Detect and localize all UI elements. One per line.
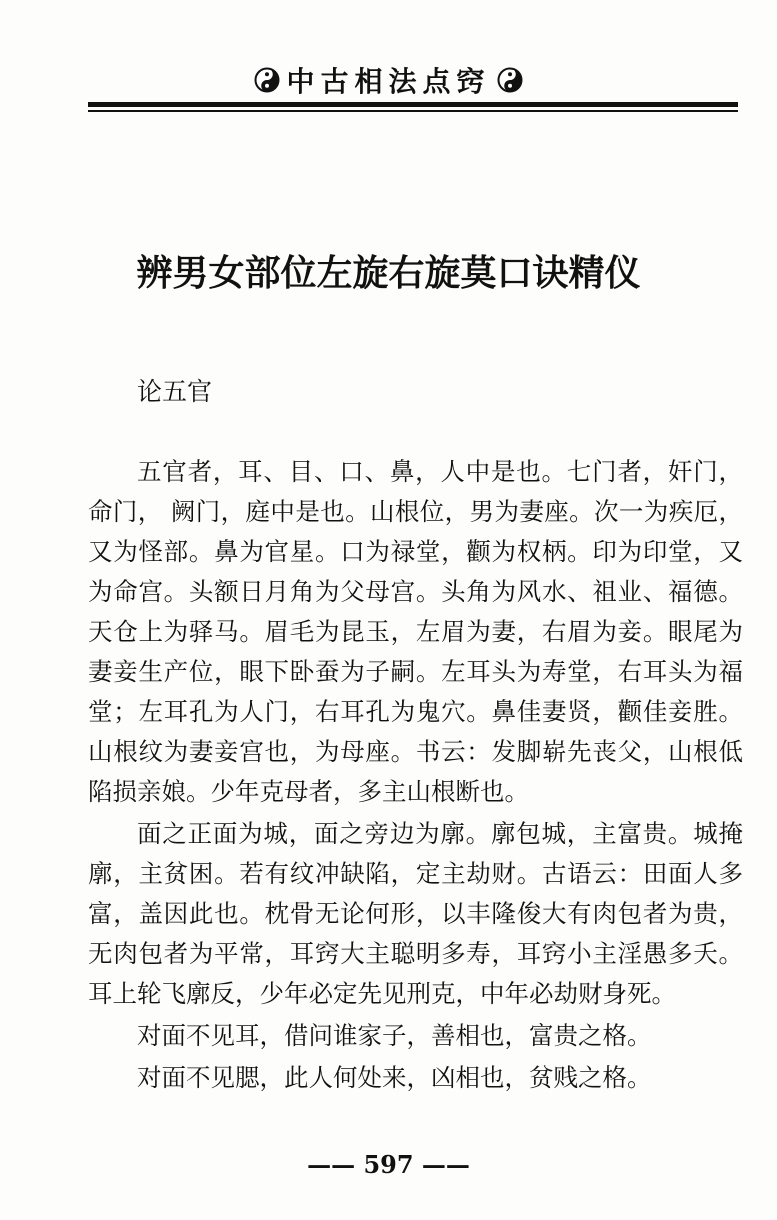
paragraph: 对面不见耳，借问谁家子，善相也，富贵之格。 (137, 1021, 652, 1050)
section-heading: 论五官 (137, 377, 213, 406)
paragraph: 对面不见腮，此人何处来，凶相也，贫贱之格。 (137, 1063, 652, 1092)
page-number-footer (0, 1150, 777, 1179)
yin-yang-icon (254, 67, 280, 93)
paragraph: 五官者，耳、目、口、鼻，人中是也。七门者，奸门，命门， 阙门，庭中是也。山根位，男为妻座。次一为疾厄，又为怪部。鼻为官星。口为禄堂，颧为权柄。印为印堂，又为命宫。头额日月角为父母宫。头角为风水、祖业、福德。天仓上为驿马。眉毛为昆玉，左眉为妻，右眉为妾。眼尾为妻妾生产位，眼下卧蚕为子嗣。左耳头为寿堂，右耳头为福堂；左耳孔为人门，右耳孔为鬼穴。鼻佳妻贤，颧佳妾胜。山根纹为妻妾宫也，为母座。书云：发脚崭先丧父，山根低陷损亲娘。少年克母者，多主山根断也。 (88, 457, 743, 806)
header-rule-thick (88, 102, 738, 107)
yin-yang-icon (497, 67, 523, 93)
header-rule-thin (88, 110, 738, 112)
page-number: 597 (363, 1150, 414, 1179)
paragraph: 面之正面为城，面之旁边为廓。廓包城，主富贵。城掩廓，主贫困。若有纹冲缺陷，定主劫财。古语云：田面人多富，盖因此也。枕骨无论何形，以丰隆俊大有肉包者为贵，无肉包者为平常，耳窍大主聪明多寿，耳窍小主淫愚多夭。耳上轮飞廓反，少年必定先见刑克，中年必劫财身死。 (88, 819, 743, 1008)
chapter-title: 辨男女部位左旋右旋莫口诀精仪 (136, 253, 641, 294)
dash-left: —— (307, 1150, 356, 1179)
body-text (88, 452, 743, 1098)
running-header (0, 60, 777, 100)
dash-right: —— (421, 1150, 470, 1179)
running-title: 中古相法点窍 (286, 65, 491, 98)
